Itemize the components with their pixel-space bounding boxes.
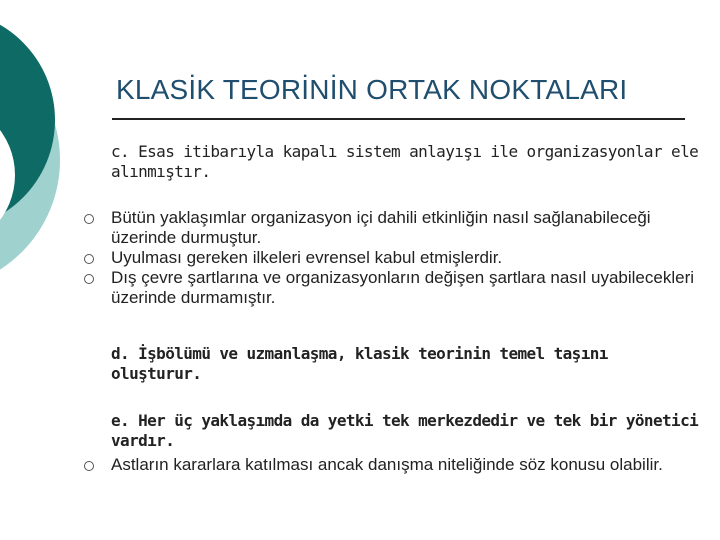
section-e-heading: e. Her üç yaklaşımda da yetki tek merkezdedir ve tek bir yönetici vardır. <box>111 411 699 450</box>
list-item <box>111 455 701 475</box>
circle-bullet-icon <box>84 274 94 284</box>
bullet-list-2 <box>111 455 701 475</box>
list-item-text: Bütün yaklaşımlar organizasyon içi dahili etkinliğin nasıl sağlanabileceği üzerinde durmuştur. <box>111 208 651 247</box>
list-item-text: Astların kararlara katılması ancak danışma niteliğinde söz konusu olabilir. <box>111 455 663 474</box>
list-item <box>111 208 701 248</box>
list-item <box>111 248 701 268</box>
circle-bullet-icon <box>84 254 94 264</box>
circle-bullet-icon <box>84 461 94 471</box>
list-item-text: Uyulması gereken ilkeleri evrensel kabul etmişlerdir. <box>111 248 503 267</box>
list-item <box>111 268 701 308</box>
title-underline <box>112 118 685 120</box>
section-d-heading: d. İşbölümü ve uzmanlaşma, klasik teorinin temel taşını oluşturur. <box>111 344 608 383</box>
list-item-text: Dış çevre şartlarına ve organizasyonların değişen şartlara nasıl uyabilecekleri üzerinde durmamıştır. <box>111 268 695 307</box>
circle-bullet-icon <box>84 214 94 224</box>
slide-title: KLASİK TEORİNİN ORTAK NOKTALARI <box>116 74 628 105</box>
bullet-list-1 <box>111 208 701 308</box>
section-c-heading: c. Esas itibarıyla kapalı sistem anlayışı ile organizasyonlar ele alınmıştır. <box>111 142 699 181</box>
decorative-circles <box>0 0 110 300</box>
